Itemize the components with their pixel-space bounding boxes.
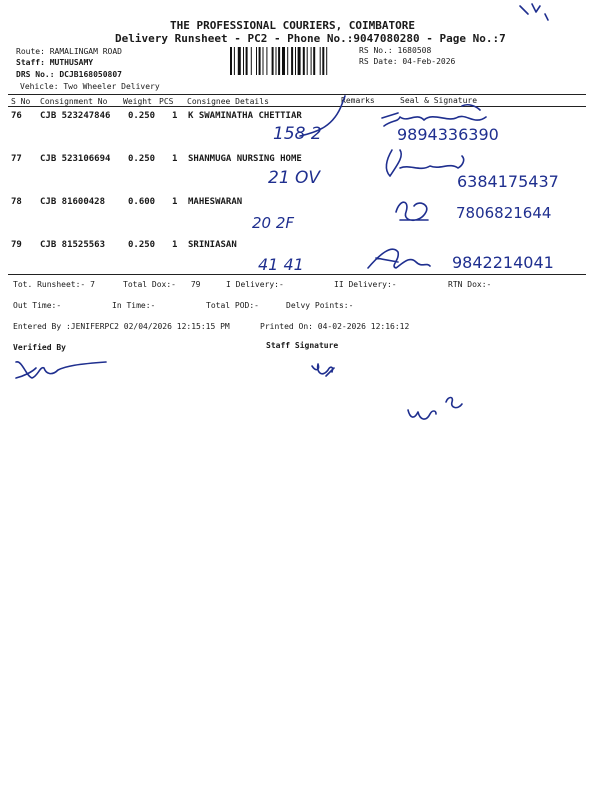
row-consignment: CJB 523247846 <box>40 111 111 121</box>
row-pcs: 1 <box>172 240 178 250</box>
col-remarks: Remarks <box>341 96 375 105</box>
row-consignee: SRINIASAN <box>188 240 237 250</box>
row-weight: 0.600 <box>128 197 156 207</box>
signature-verified <box>16 362 106 378</box>
handwritten-phone: 9894336390 <box>397 125 499 144</box>
verified-by: Verified By <box>13 343 66 352</box>
row-consignment: CJB 81525563 <box>40 240 106 250</box>
in-time: In Time:- <box>112 301 156 310</box>
handwritten-door-no: 21 OV <box>268 168 321 188</box>
total-dox-label: Total Dox:- <box>123 280 176 289</box>
row-sno: 78 <box>11 197 22 207</box>
rs-date-label: RS Date: <box>359 57 398 66</box>
out-time: Out Time:- <box>13 301 62 310</box>
row-consignee: SHANMUGA NURSING HOME <box>188 154 302 164</box>
row-pcs: 1 <box>172 154 178 164</box>
signature-row-76 <box>382 105 486 126</box>
entered-by: Entered By :JENIFERPC2 02/04/2026 12:15:15 PM <box>13 322 230 331</box>
drs-label: DRS No.: <box>16 70 55 79</box>
delvy-points: Delvy Points:- <box>286 301 354 310</box>
col-consignee: Consignee Details <box>187 97 269 106</box>
row-consignment: CJB 523106694 <box>40 154 111 164</box>
tot-runsheet-value: 7 <box>90 280 95 289</box>
signature-row-77 <box>386 150 463 176</box>
row-weight: 0.250 <box>128 154 156 164</box>
route-value: RAMALINGAM ROAD <box>49 47 122 56</box>
handwritten-phone: 7806821644 <box>456 204 552 222</box>
stray-scribble <box>408 398 462 420</box>
remarks-check-mark <box>300 96 345 136</box>
route-label: Route: <box>16 47 45 56</box>
row-consignee: K SWAMINATHA CHETTIAR <box>188 111 302 121</box>
staff-label: Staff: <box>16 58 45 67</box>
table-bottom-rule <box>8 274 586 275</box>
handwritten-phone: 6384175437 <box>457 172 559 191</box>
company-title: THE PROFESSIONAL COURIERS, COIMBATORE <box>170 19 416 32</box>
tot-runsheet-label: Tot. Runsheet:- <box>13 280 86 289</box>
col-seal: Seal & Signature <box>400 96 478 105</box>
signature-row-79 <box>368 249 430 268</box>
runsheet-subtitle: Delivery Runsheet - PC2 - Phone No.:9047080280 - Page No.:7 <box>115 32 506 45</box>
vehicle-value: Two Wheeler Delivery <box>63 82 160 91</box>
col-pcs: PCS <box>159 97 174 106</box>
rtn-dox: RTN Dox:- <box>448 280 492 289</box>
tot-runsheet <box>13 280 95 289</box>
handwritten-phone: 9842214041 <box>452 253 554 272</box>
row-weight: 0.250 <box>128 240 156 250</box>
col-consignment: Consignment No <box>40 97 108 106</box>
staff-value: MUTHUSAMY <box>49 58 94 67</box>
row-pcs: 1 <box>172 111 178 121</box>
row-weight: 0.250 <box>128 111 156 121</box>
row-consignee: MAHESWARAN <box>188 197 243 207</box>
col-weight: Weight <box>123 97 152 106</box>
handwritten-door-no: 20 2F <box>252 214 295 232</box>
row-pcs: 1 <box>172 197 178 207</box>
i-delivery: I Delivery:- <box>226 280 284 289</box>
rs-no-label: RS No.: <box>359 46 393 55</box>
ii-delivery: II Delivery:- <box>334 280 397 289</box>
printed-on: Printed On: 04-02-2026 12:16:12 <box>260 322 410 331</box>
row-sno: 77 <box>11 154 22 164</box>
row-sno: 79 <box>11 240 22 250</box>
total-dox <box>123 280 200 289</box>
row-consignment: CJB 81600428 <box>40 197 106 207</box>
total-pod: Total POD:- <box>206 301 259 310</box>
total-dox-value: 79 <box>190 280 201 289</box>
handwritten-door-no: 41 41 <box>258 255 304 274</box>
vehicle-label: Vehicle: <box>20 82 59 91</box>
rs-date-value: 04-Feb-2026 <box>402 57 456 66</box>
corner-mark <box>520 4 548 20</box>
handwritten-door-no: 158 2 <box>273 124 322 144</box>
row-sno: 76 <box>11 111 22 121</box>
signature-row-78 <box>396 202 428 220</box>
drs-value: DCJB168050807 <box>59 70 122 79</box>
col-sno: S No <box>11 97 31 106</box>
staff-signature-mark <box>312 364 334 376</box>
staff-signature-label: Staff Signature <box>266 341 339 350</box>
rs-no-value: 1680508 <box>397 46 432 55</box>
